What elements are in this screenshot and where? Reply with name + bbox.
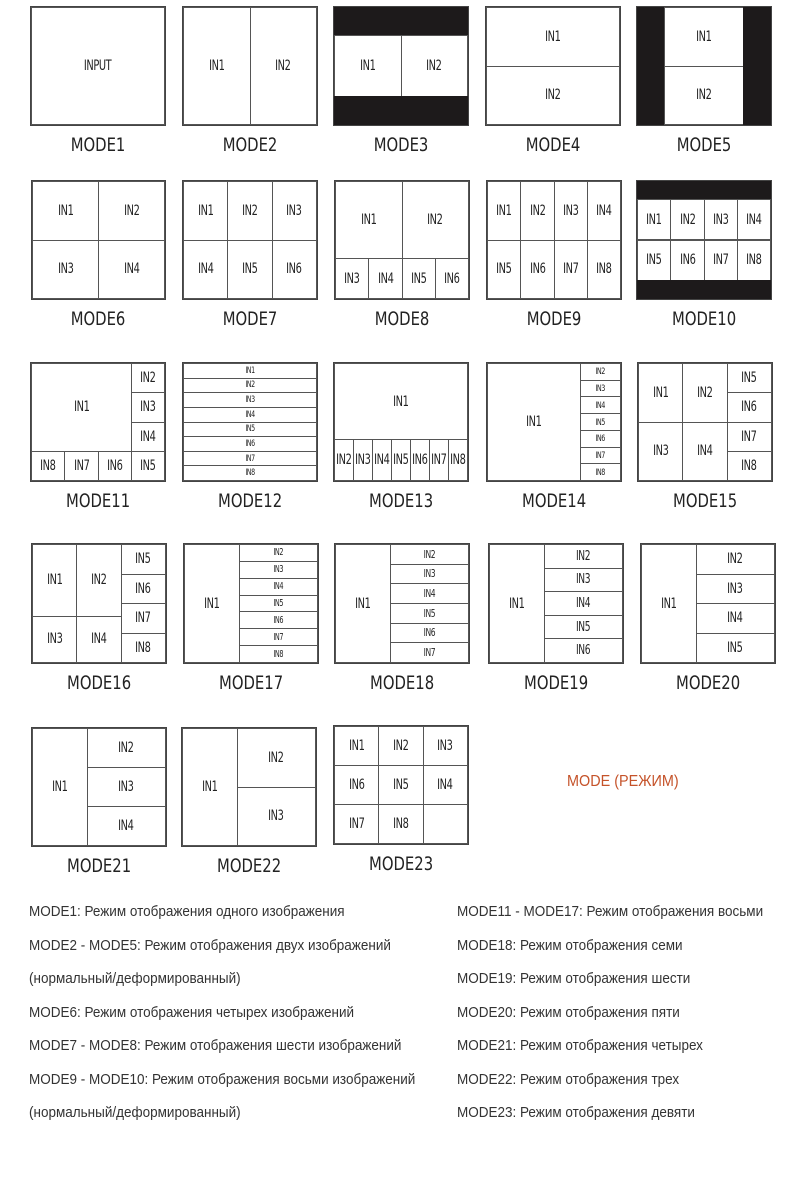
mode-diagram-5 bbox=[636, 6, 772, 166]
input-cell: IN7 bbox=[580, 447, 621, 465]
layout-frame bbox=[333, 6, 469, 126]
input-cell: IN3 bbox=[580, 380, 621, 398]
mode-label: MODE15 bbox=[672, 490, 738, 512]
input-cell: IN3 bbox=[390, 564, 469, 585]
layout-frame bbox=[334, 180, 470, 300]
input-cell: IN4 bbox=[76, 616, 121, 663]
input-cell: IN2 bbox=[682, 363, 727, 423]
input-cell: IN1 bbox=[183, 181, 228, 241]
black-bar bbox=[334, 7, 468, 36]
mode-diagram-9 bbox=[486, 180, 622, 340]
input-cell: IN6 bbox=[98, 451, 132, 481]
layout-frame bbox=[636, 180, 772, 300]
mode-label: MODE10 bbox=[671, 308, 737, 330]
input-cell: IN7 bbox=[121, 603, 166, 634]
mode-description: MODE19: Режим отображения шести bbox=[457, 970, 691, 987]
mode-label: MODE5 bbox=[676, 134, 732, 156]
mode-diagram-8 bbox=[334, 180, 470, 340]
mode-label: MODE14 bbox=[521, 490, 587, 512]
input-cell: IN3 bbox=[423, 726, 468, 766]
mode-diagram-2 bbox=[182, 6, 318, 166]
input-cell: IN7 bbox=[429, 439, 449, 481]
input-cell: IN1 bbox=[641, 544, 697, 663]
input-cell: IN2 bbox=[544, 544, 623, 569]
input-cell: IN1 bbox=[486, 7, 620, 67]
input-cell: IN6 bbox=[183, 436, 317, 452]
mode-diagram-13 bbox=[333, 362, 469, 522]
mode-diagram-20 bbox=[640, 543, 776, 704]
input-cell: IN1 bbox=[334, 35, 402, 97]
input-cell: IN1 bbox=[335, 544, 391, 663]
layout-frame bbox=[334, 543, 470, 664]
input-cell: IN1 bbox=[32, 728, 88, 846]
input-cell: IN1 bbox=[32, 181, 99, 241]
mode-label: MODE17 bbox=[218, 672, 284, 694]
input-cell: IN8 bbox=[183, 465, 317, 481]
input-cell: IN6 bbox=[727, 392, 772, 422]
input-cell: IN4 bbox=[423, 765, 468, 805]
input-cell: IN5 bbox=[378, 765, 423, 805]
mode-label: MODE16 bbox=[66, 672, 132, 694]
mode-label: MODE13 bbox=[368, 490, 434, 512]
input-cell: IN3 bbox=[704, 199, 738, 241]
input-cell: IN4 bbox=[239, 578, 318, 596]
input-cell: IN6 bbox=[544, 638, 623, 663]
input-cell: IN8 bbox=[378, 804, 423, 844]
layout-frame bbox=[486, 180, 622, 300]
input-cell: IN5 bbox=[487, 240, 521, 300]
mode-description: MODE1: Режим отображения одного изображения bbox=[29, 903, 345, 920]
input-cell: IN2 bbox=[98, 181, 165, 241]
mode-diagram-16 bbox=[31, 543, 167, 704]
input-cell: IN2 bbox=[131, 363, 165, 393]
mode-label: MODE22 bbox=[216, 855, 282, 877]
input-cell: IN2 bbox=[76, 544, 121, 617]
input-cell: IN8 bbox=[580, 463, 621, 481]
input-cell: IN3 bbox=[32, 616, 77, 663]
input-cell: IN2 bbox=[250, 7, 318, 125]
input-cell: IN4 bbox=[737, 199, 771, 241]
mode-diagram-17 bbox=[183, 543, 319, 704]
input-cell: IN2 bbox=[390, 544, 469, 565]
input-cell: IN2 bbox=[237, 728, 316, 788]
input-cell: IN3 bbox=[237, 787, 316, 847]
input-cell: IN1 bbox=[487, 181, 521, 241]
mode-description: MODE20: Режим отображения пяти bbox=[457, 1003, 680, 1021]
input-cell: IN2 bbox=[87, 728, 166, 768]
input-cell: IN3 bbox=[131, 392, 165, 422]
input-cell: IN3 bbox=[32, 240, 99, 300]
input-cell: IN6 bbox=[410, 439, 430, 481]
input-cell: IN3 bbox=[272, 181, 317, 241]
input-cell: IN5 bbox=[727, 363, 772, 393]
input-cell: IN3 bbox=[696, 574, 775, 605]
layout-frame bbox=[640, 543, 776, 664]
layout-frame bbox=[30, 6, 166, 126]
input-cell: IN1 bbox=[182, 728, 238, 846]
mode-description: MODE11 - MODE17: Режим отображения восьми bbox=[457, 903, 764, 920]
input-cell: IN1 bbox=[335, 181, 403, 259]
input-cell: IN5 bbox=[183, 422, 317, 438]
input-cell: IN6 bbox=[239, 611, 318, 629]
input-cell: IN4 bbox=[587, 181, 621, 241]
input-cell: IN4 bbox=[368, 258, 402, 299]
input-cell: IN5 bbox=[402, 258, 436, 299]
layout-frame bbox=[636, 6, 772, 126]
mode-label: MODE3 bbox=[373, 134, 429, 156]
mode-label: MODE6 bbox=[71, 308, 126, 330]
input-cell: IN5 bbox=[391, 439, 411, 481]
mode-diagram-1 bbox=[30, 6, 166, 166]
input-cell: IN3 bbox=[335, 258, 369, 299]
input-cell: IN3 bbox=[183, 392, 317, 408]
input-cell: IN5 bbox=[390, 603, 469, 624]
mode-diagram-6 bbox=[31, 180, 166, 340]
black-bar bbox=[743, 7, 771, 125]
layout-frame bbox=[637, 362, 773, 482]
input-cell: IN7 bbox=[727, 422, 772, 452]
input-cell: IN8 bbox=[239, 645, 318, 663]
layout-frame bbox=[31, 180, 166, 300]
input-cell: IN2 bbox=[664, 66, 745, 126]
input-cell: IN7 bbox=[183, 451, 317, 467]
mode-label: MODE7 bbox=[222, 308, 278, 330]
input-cell: IN1 bbox=[183, 363, 317, 379]
layout-frame bbox=[182, 362, 318, 482]
input-cell: IN6 bbox=[580, 430, 621, 448]
input-cell: IN6 bbox=[520, 240, 554, 300]
layout-frame bbox=[486, 362, 622, 482]
input-cell: IN1 bbox=[32, 544, 77, 617]
input-cell: IN8 bbox=[448, 439, 468, 481]
black-bar bbox=[637, 7, 665, 125]
mode-diagram-18 bbox=[334, 543, 470, 704]
input-cell: IN8 bbox=[727, 451, 772, 481]
input-cell: IN7 bbox=[64, 451, 98, 481]
mode-diagram-12 bbox=[182, 362, 318, 522]
mode-diagram-14 bbox=[486, 362, 622, 522]
input-cell: IN5 bbox=[696, 633, 775, 664]
mode-description: MODE21: Режим отображения четырех bbox=[457, 1037, 703, 1054]
input-cell: IN3 bbox=[638, 422, 683, 482]
input-cell: IN7 bbox=[554, 240, 588, 300]
mode-description: MODE2 - MODE5: Режим отображения двух изображений bbox=[29, 936, 391, 954]
input-cell: IN5 bbox=[131, 451, 165, 481]
input-cell: IN1 bbox=[637, 199, 671, 241]
mode-label: MODE8 bbox=[374, 308, 430, 330]
input-cell: IN4 bbox=[183, 407, 317, 423]
input-cell: IN7 bbox=[704, 240, 738, 282]
layout-frame bbox=[182, 180, 318, 300]
input-cell: IN2 bbox=[670, 199, 704, 241]
input-cell: INPUT bbox=[31, 7, 165, 125]
input-cell: IN5 bbox=[227, 240, 272, 300]
mode-diagram-10 bbox=[636, 180, 772, 340]
mode-description: MODE22: Режим отображения трех bbox=[457, 1070, 680, 1088]
layout-frame bbox=[181, 727, 317, 847]
input-cell: IN5 bbox=[637, 240, 671, 282]
input-cell: IN4 bbox=[544, 591, 623, 616]
mode-diagram-7 bbox=[182, 180, 318, 340]
mode-label: MODE19 bbox=[523, 672, 589, 694]
legend-title: MODE (РЕЖИМ) bbox=[567, 773, 679, 790]
black-bar bbox=[334, 96, 468, 125]
black-bar bbox=[637, 181, 771, 200]
input-cell: IN1 bbox=[664, 7, 745, 67]
mode-label: MODE18 bbox=[369, 672, 435, 694]
input-cell: IN1 bbox=[489, 544, 545, 663]
mode-diagram-23 bbox=[333, 725, 469, 885]
layout-frame bbox=[31, 727, 167, 847]
input-cell: IN6 bbox=[390, 623, 469, 644]
input-cell: IN1 bbox=[487, 363, 581, 481]
mode-description: (нормальный/деформированный) bbox=[29, 970, 241, 987]
input-cell: IN3 bbox=[87, 767, 166, 807]
layout-frame bbox=[488, 543, 624, 664]
input-cell: IN4 bbox=[682, 422, 727, 482]
input-cell: IN2 bbox=[378, 726, 423, 766]
input-cell: IN1 bbox=[183, 7, 251, 125]
input-cell: IN5 bbox=[580, 413, 621, 431]
input-cell: IN2 bbox=[334, 439, 354, 481]
input-cell: IN7 bbox=[334, 804, 379, 844]
black-bar bbox=[637, 280, 771, 299]
layout-frame bbox=[182, 6, 318, 126]
input-cell: IN4 bbox=[372, 439, 392, 481]
mode-diagram-19 bbox=[488, 543, 624, 704]
input-cell: IN8 bbox=[587, 240, 621, 300]
input-cell: IN4 bbox=[98, 240, 165, 300]
mode-diagram-3 bbox=[333, 6, 469, 166]
input-cell: IN5 bbox=[544, 615, 623, 640]
input-cell: IN3 bbox=[544, 568, 623, 593]
input-cell: IN1 bbox=[638, 363, 683, 423]
input-cell: IN6 bbox=[435, 258, 469, 299]
mode-diagram-4 bbox=[485, 6, 621, 166]
input-cell: IN4 bbox=[131, 422, 165, 452]
input-cell: IN6 bbox=[272, 240, 317, 300]
mode-diagram-15 bbox=[637, 362, 773, 522]
input-cell: IN1 bbox=[184, 544, 240, 663]
input-cell: IN3 bbox=[239, 561, 318, 579]
input-cell: IN2 bbox=[239, 544, 318, 562]
input-cell: IN7 bbox=[239, 628, 318, 646]
input-cell: IN4 bbox=[183, 240, 228, 300]
input-cell: IN8 bbox=[121, 633, 166, 664]
input-cell: IN1 bbox=[334, 726, 379, 766]
mode-label: MODE21 bbox=[66, 855, 132, 877]
input-cell: IN5 bbox=[121, 544, 166, 575]
mode-diagram-22 bbox=[181, 727, 317, 887]
input-cell: IN2 bbox=[183, 378, 317, 394]
mode-label: MODE4 bbox=[525, 134, 581, 156]
input-cell: IN7 bbox=[390, 642, 469, 663]
input-cell: IN4 bbox=[390, 583, 469, 604]
input-cell: IN4 bbox=[580, 396, 621, 414]
mode-label: MODE11 bbox=[65, 490, 131, 512]
input-cell: IN8 bbox=[31, 451, 65, 481]
input-cell: IN5 bbox=[239, 595, 318, 613]
layout-frame bbox=[183, 543, 319, 664]
input-cell: IN1 bbox=[334, 363, 468, 440]
mode-label: MODE23 bbox=[368, 853, 434, 875]
mode-description: MODE6: Режим отображения четырех изображений bbox=[29, 1003, 355, 1021]
layout-frame bbox=[30, 362, 166, 482]
input-cell: IN2 bbox=[486, 66, 620, 126]
mode-label: MODE9 bbox=[526, 308, 582, 330]
layout-frame bbox=[485, 6, 621, 126]
input-cell: IN2 bbox=[696, 544, 775, 575]
mode-label: MODE20 bbox=[675, 672, 741, 694]
mode-diagram-11 bbox=[30, 362, 166, 522]
mode-description: MODE23: Режим отображения девяти bbox=[457, 1104, 695, 1121]
mode-description: MODE18: Режим отображения семи bbox=[457, 936, 683, 954]
input-cell: IN4 bbox=[87, 806, 166, 846]
input-cell: IN1 bbox=[31, 363, 132, 452]
input-cell: IN4 bbox=[696, 603, 775, 634]
input-cell: IN8 bbox=[737, 240, 771, 282]
input-cell bbox=[423, 804, 468, 844]
input-cell: IN3 bbox=[353, 439, 373, 481]
mode-label: MODE1 bbox=[70, 134, 126, 156]
mode-label: MODE2 bbox=[222, 134, 278, 156]
mode-description: MODE9 - MODE10: Режим отображения восьми изображений bbox=[29, 1070, 416, 1088]
input-cell: IN6 bbox=[334, 765, 379, 805]
mode-diagram-21 bbox=[31, 727, 167, 887]
input-cell: IN2 bbox=[401, 35, 469, 97]
mode-label: MODE12 bbox=[217, 490, 283, 512]
input-cell: IN6 bbox=[670, 240, 704, 282]
input-cell: IN2 bbox=[402, 181, 470, 259]
mode-description: MODE7 - MODE8: Режим отображения шести изображений bbox=[29, 1037, 402, 1054]
input-cell: IN6 bbox=[121, 574, 166, 605]
input-cell: IN2 bbox=[580, 363, 621, 381]
layout-frame bbox=[333, 362, 469, 482]
layout-frame bbox=[31, 543, 167, 664]
mode-description: (нормальный/деформированный) bbox=[29, 1104, 241, 1121]
input-cell: IN3 bbox=[554, 181, 588, 241]
input-cell: IN2 bbox=[227, 181, 272, 241]
input-cell: IN2 bbox=[520, 181, 554, 241]
layout-frame bbox=[333, 725, 469, 845]
